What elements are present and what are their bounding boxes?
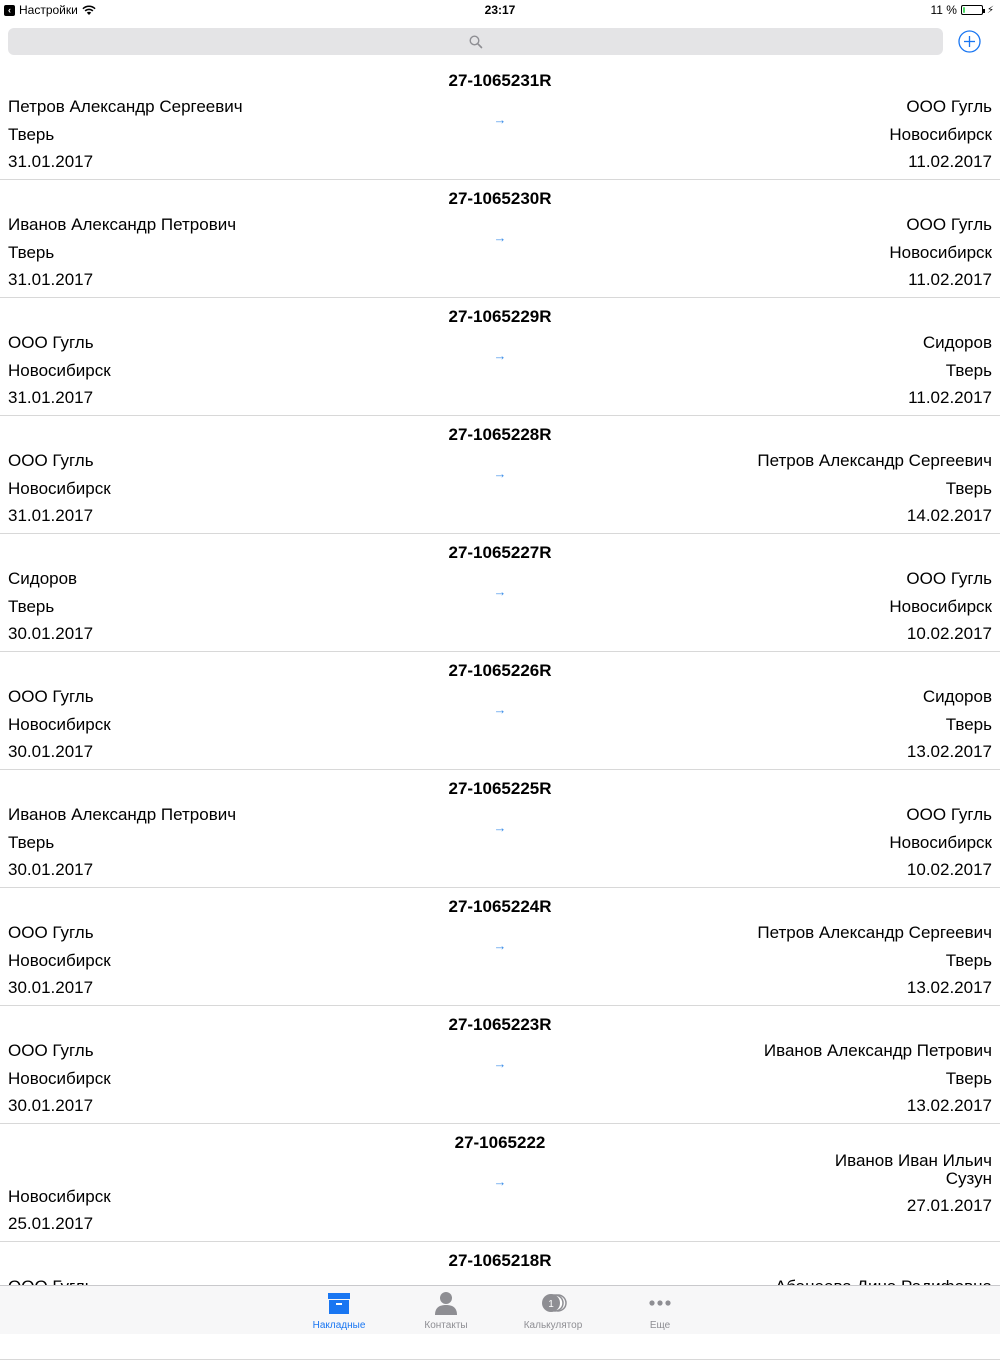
sender-city: Тверь	[8, 124, 55, 144]
invoice-row[interactable]	[0, 416, 1000, 534]
invoice-row[interactable]	[0, 770, 1000, 888]
receiver-info	[572, 333, 992, 416]
arrow-right-icon: →	[493, 820, 507, 835]
receiver-name: Петров Александр Сергеевич	[757, 451, 992, 470]
receiver-name: Сидоров	[922, 333, 992, 352]
receiver-name: ООО Гугль	[906, 569, 992, 588]
receiver-info	[572, 923, 992, 1006]
invoice-number: 27-1065218R	[448, 1251, 552, 1270]
tab-contacts[interactable]	[396, 1290, 496, 1334]
sender-name: ООО Гугль	[8, 687, 94, 706]
receiver-name: ООО Гугль	[906, 215, 992, 234]
tab-calculator-label: Калькулятор	[523, 1320, 583, 1331]
sender-city: Новосибирск	[8, 950, 111, 970]
arrow-right-icon: →	[493, 584, 507, 599]
send-date: 30.01.2017	[8, 742, 94, 761]
invoice-number: 27-1065230R	[448, 189, 552, 208]
invoice-row[interactable]	[0, 652, 1000, 770]
send-date: 31.01.2017	[8, 506, 94, 525]
sender-name: Сидоров	[8, 569, 78, 588]
archive-box-icon	[326, 1290, 352, 1316]
send-date	[8, 1332, 428, 1360]
delivery-date: 13.02.2017	[906, 978, 992, 997]
tab-more-label: Еще	[649, 1320, 671, 1331]
delivery-date	[572, 1332, 992, 1360]
invoice-number: 27-1065226R	[448, 661, 552, 680]
sender-city: Новосибирск	[8, 478, 111, 498]
sender-name	[8, 1159, 428, 1187]
tab-invoices-label: Накладные	[312, 1320, 366, 1331]
invoice-row[interactable]	[0, 1006, 1000, 1124]
receiver-city: Тверь	[945, 478, 992, 498]
delivery-date: 11.02.2017	[908, 152, 992, 171]
sender-info	[8, 923, 428, 1006]
send-date: 30.01.2017	[8, 1096, 94, 1115]
sender-info	[8, 333, 428, 416]
arrow-right-icon: →	[493, 466, 507, 481]
receiver-city: Сузун	[945, 1169, 992, 1188]
battery-percent: 11 %	[930, 3, 957, 17]
battery-status	[931, 3, 995, 17]
receiver-info	[572, 97, 992, 180]
invoice-number: 27-1065225R	[448, 779, 552, 798]
sender-city: Новосибирск	[8, 1068, 111, 1088]
receiver-city: Новосибирск	[889, 832, 992, 852]
receiver-info	[572, 805, 992, 888]
delivery-date: 11.02.2017	[908, 388, 992, 407]
receiver-info	[572, 687, 992, 770]
invoice-number: 27-1065223R	[448, 1015, 552, 1034]
receiver-city: Новосибирск	[889, 596, 992, 616]
arrow-right-icon: →	[493, 348, 507, 363]
arrow-right-icon: →	[493, 112, 507, 127]
tab-invoices[interactable]	[289, 1290, 389, 1334]
receiver-name: ООО Гугль	[906, 97, 992, 116]
receiver-name: Иванов Иван Ильич	[834, 1151, 992, 1170]
invoice-row[interactable]	[0, 298, 1000, 416]
invoice-list[interactable]	[0, 62, 1000, 1285]
sender-info	[8, 451, 428, 534]
send-date: 30.01.2017	[8, 624, 94, 643]
arrow-right-icon: →	[493, 1174, 507, 1189]
invoice-row[interactable]	[0, 534, 1000, 652]
sender-name: Петров Александр Сергеевич	[8, 97, 243, 116]
invoice-row[interactable]	[0, 888, 1000, 1006]
delivery-date: 10.02.2017	[906, 860, 992, 879]
search-icon	[469, 35, 483, 49]
search-input[interactable]	[8, 28, 943, 55]
sender-city: Тверь	[8, 596, 55, 616]
delivery-date: 10.02.2017	[906, 624, 992, 643]
sender-info	[8, 1159, 428, 1242]
back-app-label: Настройки	[19, 3, 78, 17]
sender-city: Новосибирск	[8, 1186, 111, 1206]
battery-level	[963, 7, 965, 13]
clock: 23:17	[484, 3, 516, 17]
tab-more[interactable]	[610, 1290, 710, 1334]
sender-name: ООО Гугль	[8, 923, 94, 942]
sender-info	[8, 687, 428, 770]
delivery-date: 11.02.2017	[908, 270, 992, 289]
invoice-number: 27-1065228R	[448, 425, 552, 444]
back-chevron-icon: ‹	[4, 5, 15, 16]
delivery-date: 27.01.2017	[906, 1196, 992, 1215]
receiver-city: Тверь	[945, 360, 992, 380]
arrow-right-icon: →	[493, 1056, 507, 1071]
receiver-info	[572, 215, 992, 298]
receiver-info	[572, 1041, 992, 1124]
invoice-row[interactable]	[0, 180, 1000, 298]
receiver-city: Новосибирск	[889, 242, 992, 262]
invoice-number: 27-1065229R	[448, 307, 552, 326]
sender-name: ООО Гугль	[8, 451, 94, 470]
receiver-city: Тверь	[945, 714, 992, 734]
sender-city: Новосибирск	[8, 360, 111, 380]
invoice-row[interactable]	[0, 62, 1000, 180]
receiver-city: Тверь	[945, 950, 992, 970]
receiver-info	[572, 1151, 992, 1223]
delivery-date: 13.02.2017	[906, 742, 992, 761]
sender-info	[8, 1041, 428, 1124]
tab-contacts-label: Контакты	[424, 1320, 468, 1331]
svg-text:1: 1	[548, 1299, 554, 1310]
tab-bar	[0, 1285, 1000, 1334]
send-date: 31.01.2017	[8, 388, 94, 407]
sender-city: Тверь	[8, 242, 55, 262]
sender-name: ООО Гугль	[8, 1041, 94, 1060]
sender-info	[8, 97, 428, 180]
arrow-right-icon: →	[493, 230, 507, 245]
battery-icon	[961, 5, 983, 15]
send-date: 31.01.2017	[8, 152, 94, 171]
delivery-date: 14.02.2017	[906, 506, 992, 525]
tab-calculator[interactable]	[503, 1290, 603, 1334]
send-date: 25.01.2017	[8, 1214, 94, 1233]
invoice-number: 27-1065227R	[448, 543, 552, 562]
sender-name: Иванов Александр Петрович	[8, 215, 237, 234]
receiver-name: Иванов Александр Петрович	[763, 1041, 992, 1060]
sender-info	[8, 215, 428, 298]
invoice-number: 27-1065224R	[448, 897, 552, 916]
invoice-number: 27-1065222	[454, 1133, 546, 1152]
sender-city: Тверь	[8, 832, 55, 852]
arrow-right-icon: →	[493, 938, 507, 953]
sender-info	[8, 805, 428, 888]
arrow-right-icon: →	[493, 702, 507, 717]
send-date: 30.01.2017	[8, 978, 94, 997]
charging-bolt-icon: ⚡	[986, 4, 994, 16]
invoice-number: 27-1065231R	[448, 71, 552, 90]
receiver-city: Новосибирск	[889, 124, 992, 144]
receiver-name: ООО Гугль	[906, 805, 992, 824]
more-dots-icon	[647, 1290, 673, 1316]
send-date: 30.01.2017	[8, 860, 94, 879]
sender-name: ООО Гугль	[8, 333, 94, 352]
add-invoice-button[interactable]	[958, 30, 981, 53]
receiver-name: Сидоров	[922, 687, 992, 706]
receiver-city: Тверь	[945, 1068, 992, 1088]
sender-info	[8, 569, 428, 652]
receiver-info	[572, 569, 992, 652]
sender-city: Новосибирск	[8, 714, 111, 734]
delivery-date: 13.02.2017	[906, 1096, 992, 1115]
receiver-info	[572, 451, 992, 534]
receiver-name: Петров Александр Сергеевич	[757, 923, 992, 942]
send-date: 31.01.2017	[8, 270, 94, 289]
sender-name: Иванов Александр Петрович	[8, 805, 237, 824]
person-icon	[433, 1290, 459, 1316]
invoice-row[interactable]	[0, 1124, 1000, 1242]
status-bar	[0, 0, 1000, 22]
coins-icon	[540, 1290, 566, 1316]
